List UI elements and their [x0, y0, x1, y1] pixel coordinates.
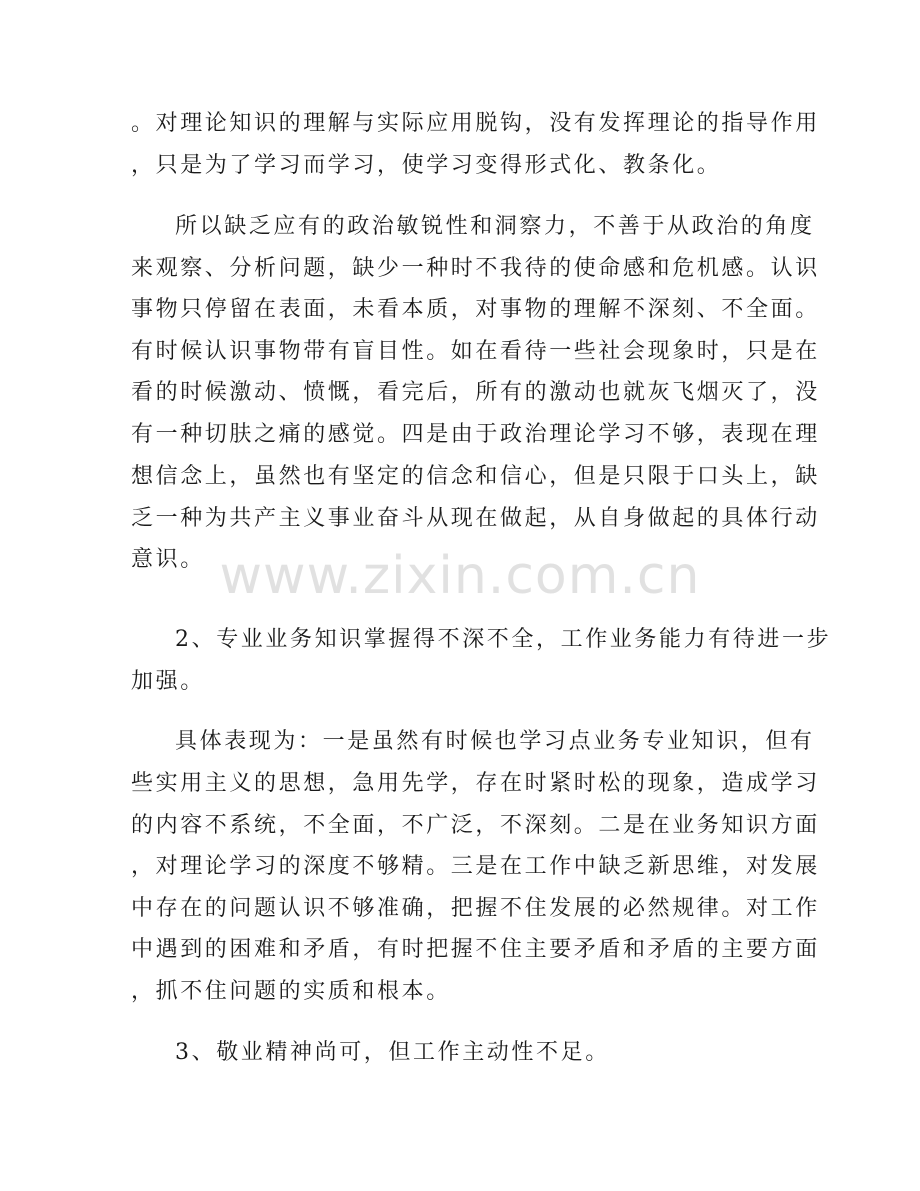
text-line: 意识。 — [131, 547, 205, 572]
watermark: www.zixin.com.cn — [219, 546, 701, 606]
section-heading-3: 3、敬业精神尚可，但工作主动性不足。 — [175, 1040, 610, 1065]
text-line: 有时候认识事物带有盲目性。如在看待一些社会现象时，只是在 — [131, 339, 820, 364]
text-line: 有一种切肤之痛的感觉。四是由于政治理论学习不够，表现在理 — [131, 422, 820, 447]
paragraph-start-line: 具体表现为：一是虽然有时候也学习点业务专业知识，但有 — [175, 729, 815, 754]
text-line: 来观察、分析问题，缺少一种时不我待的使命感和危机感。认识 — [131, 256, 820, 281]
text-line: 想信念上，虽然也有坚定的信念和信心，但是只限于口头上，缺 — [131, 464, 820, 489]
text-line: 加强。 — [131, 669, 205, 694]
text-line: ，抓不住问题的实质和根本。 — [131, 979, 451, 1004]
text-line: 乏一种为共产主义事业奋斗从现在做起，从自身做起的具体行动 — [131, 506, 820, 531]
text-line: ，对理论学习的深度不够精。三是在工作中缺乏新思维，对发展 — [131, 854, 820, 879]
text-line: 中遇到的困难和矛盾，有时把握不住主要矛盾和矛盾的主要方面 — [131, 937, 820, 962]
text-line: 看的时候激动、愤慨，看完后，所有的激动也就灰飞烟灭了，没 — [131, 380, 820, 405]
text-line: 的内容不系统，不全面，不广泛，不深刻。二是在业务知识方面 — [131, 813, 820, 838]
text-line: 些实用主义的思想，急用先学，存在时紧时松的现象，造成学习 — [131, 771, 820, 796]
section-heading-2: 2、专业业务知识掌握得不深不全，工作业务能力有待进一步 — [175, 627, 832, 652]
text-line: 事物只停留在表面，未看本质，对事物的理解不深刻、不全面。 — [131, 297, 820, 322]
text-line: 中存在的问题认识不够准确，把握不住发展的必然规律。对工作 — [131, 896, 820, 921]
text-line: 。对理论知识的理解与实际应用脱钩，没有发挥理论的指导作用 — [131, 111, 820, 136]
text-line: ，只是为了学习而学习，使学习变得形式化、教条化。 — [131, 153, 722, 178]
paragraph-start-line: 所以缺乏应有的政治敏锐性和洞察力，不善于从政治的角度 — [175, 214, 815, 239]
